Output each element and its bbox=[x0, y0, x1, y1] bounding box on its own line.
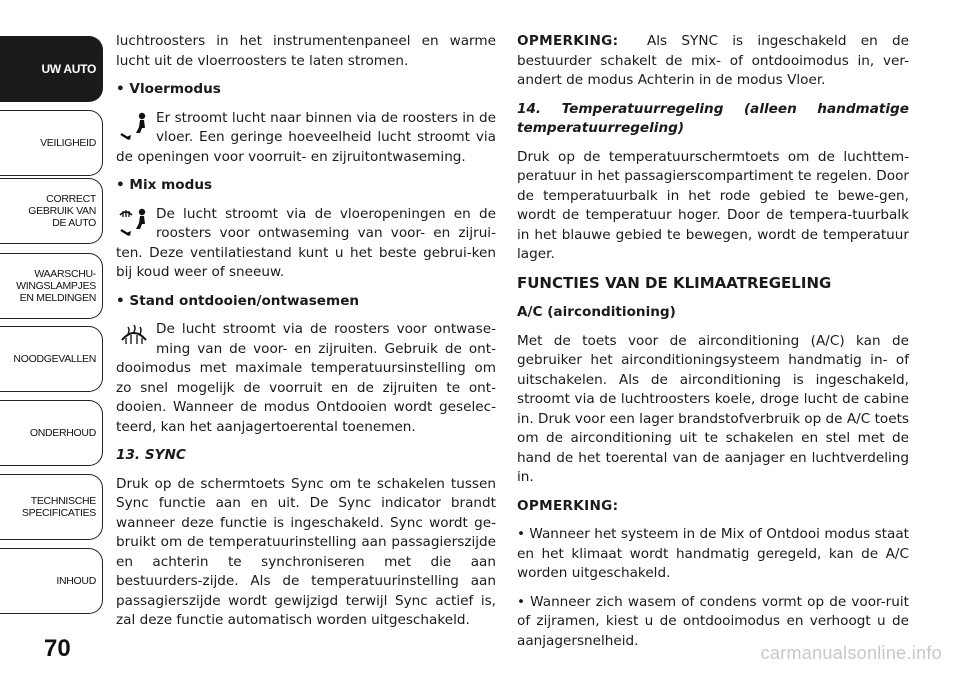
defrost-mode-text: De lucht stroomt via de roosters voor ontwase-ming van de voor- en zijruiten. Gebruik de ont-dooimodus met maximale temperatuursinstelling om zo snel mogelijk de voorruit en de zijruiten te ont-dooien. Wanneer de modus Ontdooien wordt geselec-teerd, kan het aanjagertoerental toenemen. bbox=[116, 321, 496, 435]
mix-mode-paragraph bbox=[116, 205, 496, 283]
note-sync-text: Als SYNC is ingeschakeld en de bestuurder schakelt de mix- of ontdooimodus in, ver-andert de modus Achterin in de modus Vloer. bbox=[517, 33, 909, 88]
note-sync bbox=[517, 32, 909, 91]
watermark: carmanualsonline.info bbox=[760, 643, 942, 663]
floor-mode-heading: • Vloermodus bbox=[116, 81, 221, 97]
intro-text: luchtroosters in het instrumentenpaneel en warme lucht uit de vloerroosters te laten stromen. bbox=[116, 33, 496, 69]
defrost-mode-icon bbox=[118, 322, 150, 352]
list-item: • Wanneer het systeem in de Mix of Ontdooi modus staat en het klimaat wordt handmatig geregeld, kan de A/C worden uitgeschakeld. bbox=[517, 526, 909, 581]
tab-inhoud[interactable]: INHOUD bbox=[0, 548, 103, 614]
floor-mode-icon bbox=[118, 111, 150, 141]
chapter-tabs bbox=[0, 0, 105, 678]
list-item: • Wanneer zich wasem of condens vormt op de voor-ruit of zijramen, kiest u de ontdooimodus en verhoogt u de aanjagersnelheid. bbox=[517, 593, 909, 649]
tab-onderhoud[interactable]: ONDERHOUD bbox=[0, 400, 103, 466]
floor-mode-paragraph bbox=[116, 109, 496, 168]
mix-mode-text: De lucht stroomt via de vloeropeningen en de roosters voor ontwaseming van voor- en zijrui-ten. Deze ventilatiestand kunt u het beste gebrui-ken bij koud weer of sneeuw. bbox=[116, 205, 496, 280]
tab-technische-specificaties[interactable]: TECHNISCHE SPECIFICATIES bbox=[0, 474, 103, 540]
tab-uw-auto[interactable]: UW AUTO bbox=[0, 36, 103, 102]
note-ac-label: OPMERKING: bbox=[517, 497, 619, 514]
floor-mode-text: Er stroomt lucht naar binnen via de roosters in de vloer. Een geringe hoeveelheid lucht stroomt via de openingen voor voorruit- en zijruitontwaseming. bbox=[116, 109, 496, 165]
tab-waarschuwingslampjes[interactable]: WAARSCHU- WINGSLAMPJES EN MELDINGEN bbox=[0, 253, 103, 319]
temperature-text: Druk op de temperatuurschermtoets om de luchttem-peratuur in het passagierscompartiment te regelen. Door de temperatuurbalk in het rode gebied te bewe-gen, wordt de temperatuur hoger. Door de tempera-tuurbalk in het blauwe gebied te bewegen, wordt de temperatuur lager. bbox=[517, 148, 909, 262]
right-column bbox=[517, 32, 909, 660]
tab-correct-gebruik[interactable]: CORRECT GEBRUIK VAN DE AUTO bbox=[0, 178, 103, 244]
defrost-mode-paragraph bbox=[116, 320, 496, 437]
tab-veiligheid[interactable]: VEILIGHEID bbox=[0, 110, 103, 176]
note-ac-list bbox=[517, 525, 909, 651]
section-title: FUNCTIES VAN DE KLIMAATREGELING bbox=[517, 273, 832, 292]
ac-heading: A/C (airconditioning) bbox=[517, 304, 676, 320]
sync-heading: 13. SYNC bbox=[116, 447, 186, 463]
defrost-mode-heading: • Stand ontdooien/ontwasemen bbox=[116, 292, 360, 309]
mix-mode-icon bbox=[118, 207, 150, 237]
ac-text: Met de toets voor de airconditioning (A/C) kan de gebruiker het airconditioningsysteem handmatig in- of uitschakelen. Als de airconditioning is ingeschakeld, stroomt via de luchtroosters koele, droge lucht de cabine in. Druk voor een lager brandstofverbruik op de A/C toets om de airconditioning uit te schakelen en stel met de hand de het toerental van de aanjager en luchtverdeling in. bbox=[517, 332, 909, 485]
tab-noodgevallen[interactable]: NOODGEVALLEN bbox=[0, 326, 103, 392]
note-sync-label: OPMERKING: bbox=[517, 33, 619, 49]
sync-text: Druk op de schermtoets Sync om te schakelen tussen Sync functie aan en uit. De Sync indicator brandt wanneer deze functie is ingeschakeld. Sync wordt ge-bruikt om de temperatuurinstelling aan passagierszijde en achterin te synchroniseren met die aan bestuurders-zijde. Als de temperatuurinstelling aan passagierszijde wordt gewijzigd terwijl Sync actief is, zal deze functie automatisch worden uitgeschakeld. bbox=[116, 475, 496, 628]
left-column bbox=[116, 32, 496, 640]
temperature-heading: 14. Temperatuurregeling (alleen handmatige temperatuurregeling) bbox=[517, 100, 909, 136]
mix-mode-heading: • Mix modus bbox=[116, 177, 213, 193]
page-number: 70 bbox=[44, 635, 71, 662]
